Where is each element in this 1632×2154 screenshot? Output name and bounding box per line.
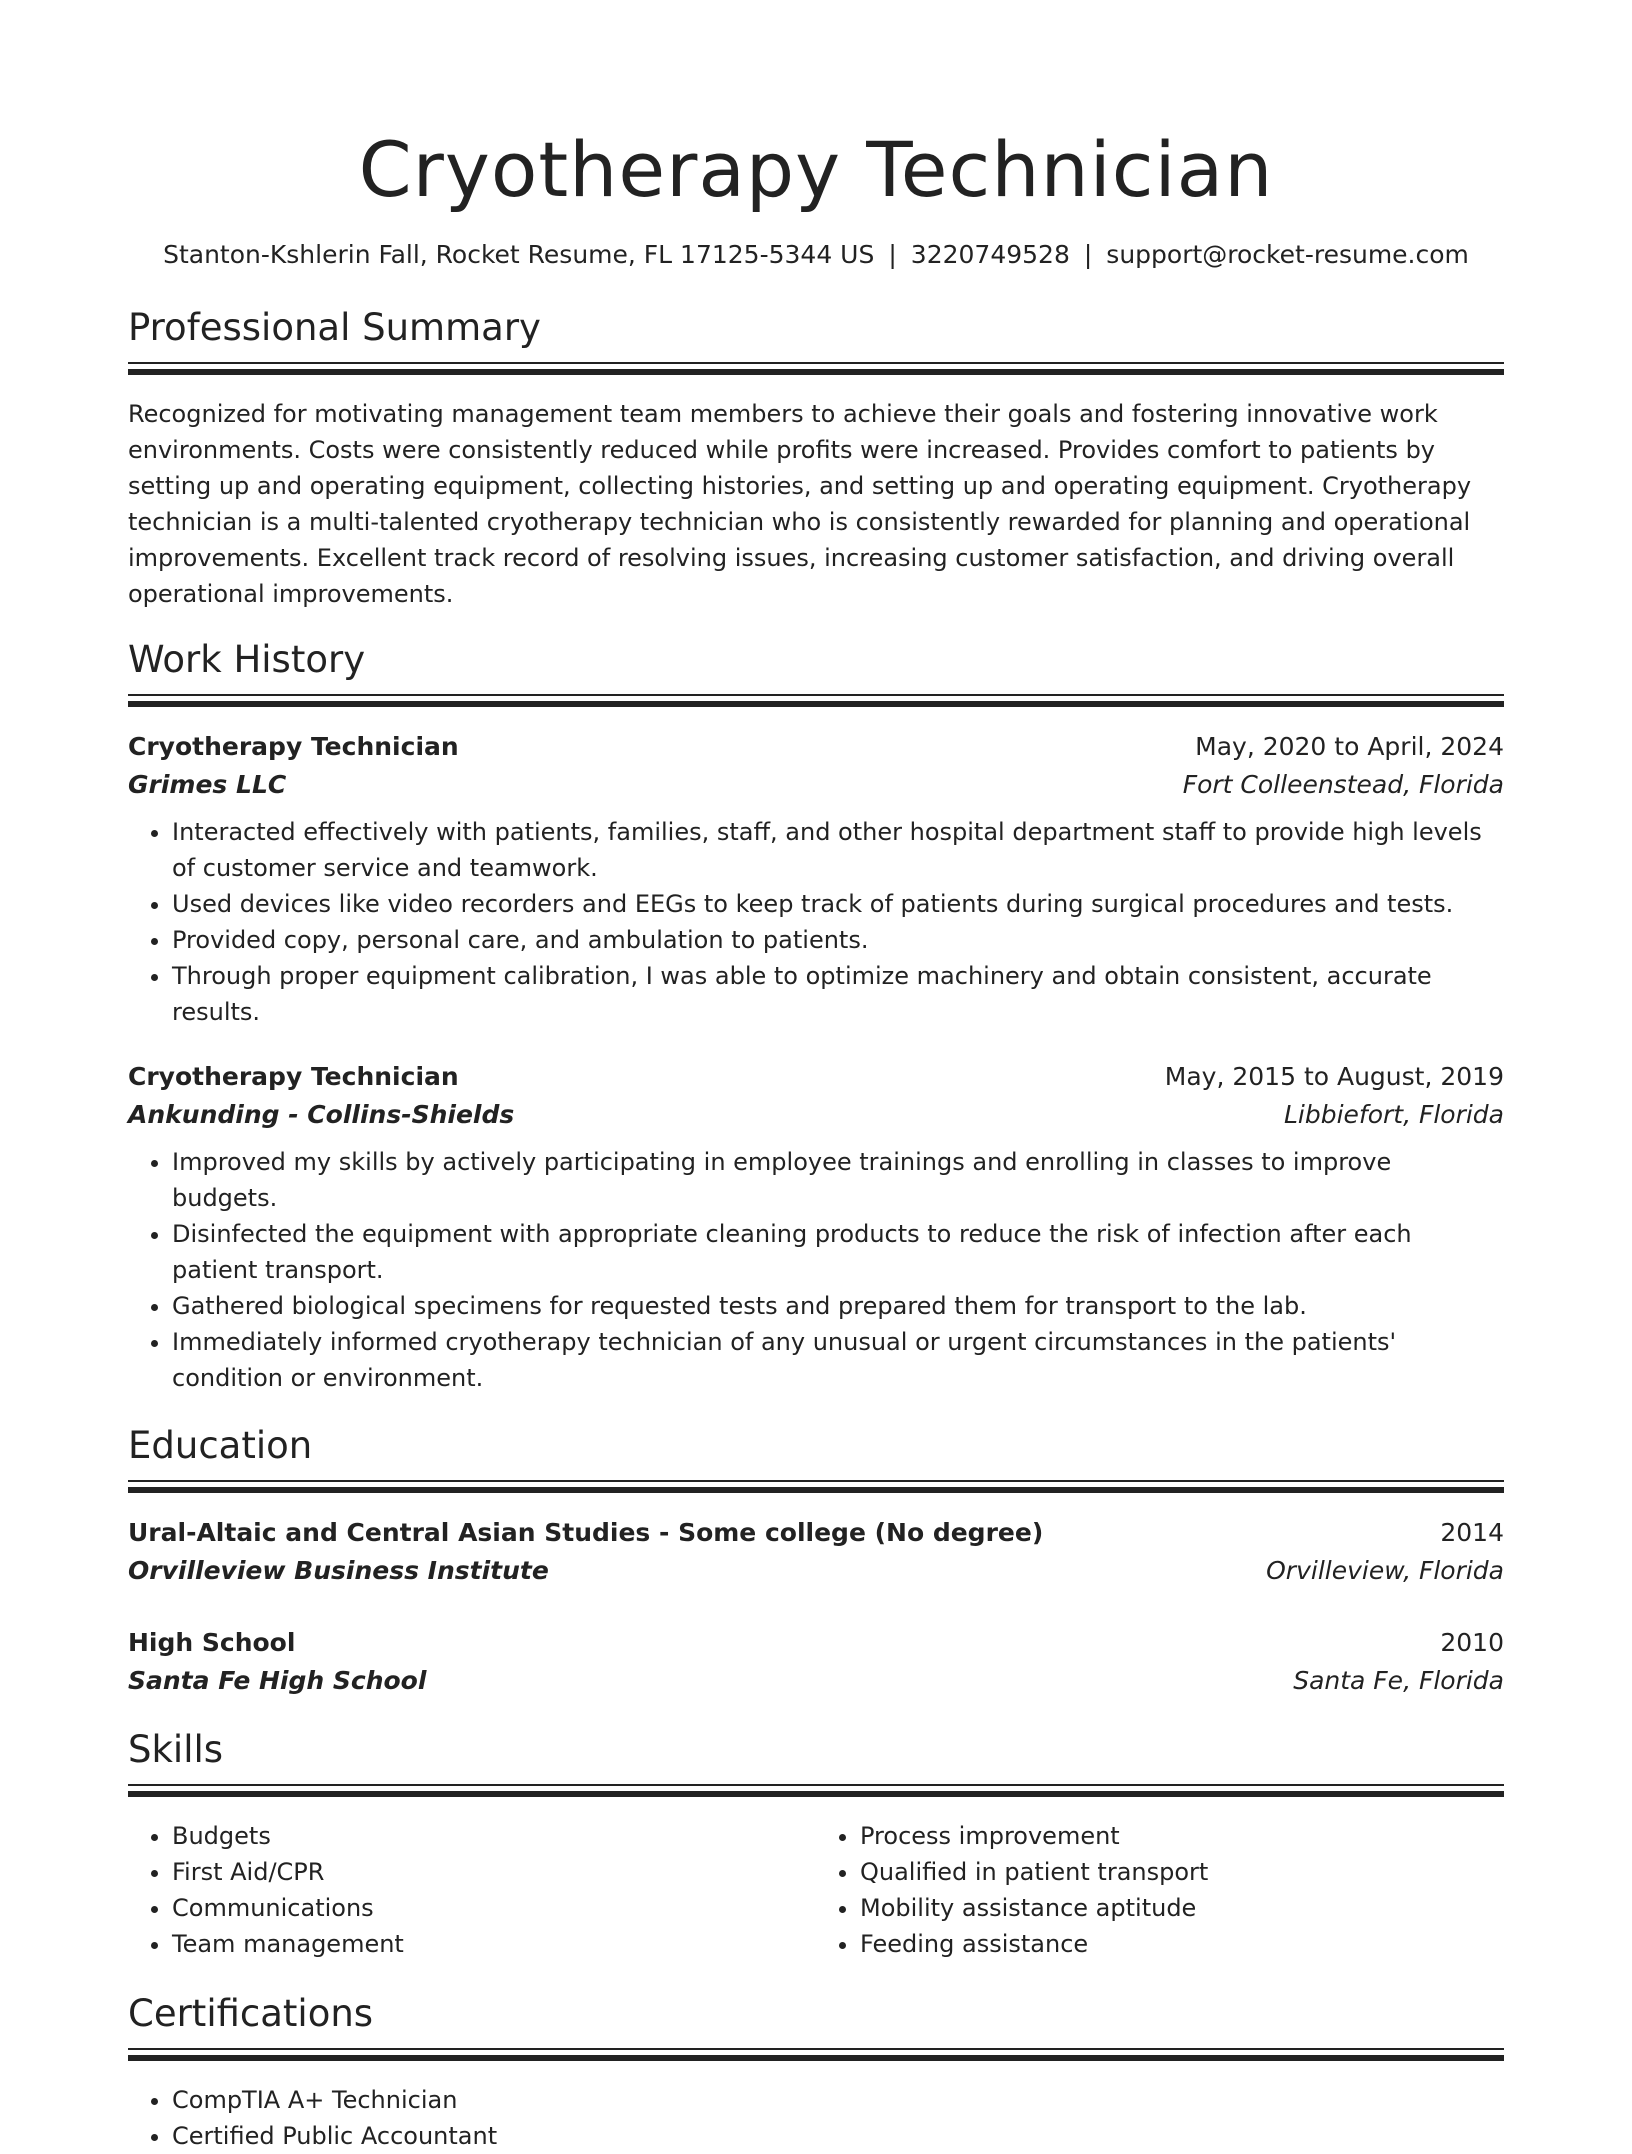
summary-section (128, 302, 1504, 612)
section-divider (128, 2048, 1504, 2068)
contact-separator: | (1083, 240, 1093, 269)
education-school: Santa Fe High School (128, 1666, 427, 1695)
list-item: • Improved my skills by actively participating in employee trainings and enrolling in classes to improve budgets. (172, 1144, 1504, 1216)
summary-text: Recognized for motivating management team members to achieve their goals and fostering innovative work environments. Costs were consistently reduced while profits were increased. Provides comfort to patients by setting up and operating equipment, collecting histories, and setting up and operating equipment. Cryotherapy technician is a multi-talented cryotherapy technician who is consistently rewarded for planning and operational improvements. Excellent track record of resolving issues, increasing customer satisfaction, and driving overall operational improvements. (128, 400, 1472, 608)
skills-section (128, 1724, 1504, 1962)
education-section (128, 1420, 1504, 1700)
certification-item: • Certified Public Accountant (172, 2118, 1504, 2154)
skills-list-right (816, 1818, 1504, 1962)
skill-item: • First Aid/CPR (172, 1854, 816, 1890)
job-entry (128, 1058, 1504, 1396)
certification-item: • CompTIA A+ Technician (172, 2082, 1504, 2118)
skill-item: • Qualified in patient transport (860, 1854, 1504, 1890)
skill-item: • Communications (172, 1890, 816, 1926)
list-item: • Disinfected the equipment with appropriate cleaning products to reduce the risk of infection after each patient transport. (172, 1216, 1504, 1288)
education-entry (128, 1624, 1504, 1700)
skill-item: • Budgets (172, 1818, 816, 1854)
section-title-certifications: Certifications (128, 1992, 374, 2035)
section-title-summary: Professional Summary (128, 306, 541, 349)
section-divider (128, 694, 1504, 714)
education-location: Orvilleview, Florida (1266, 1556, 1504, 1585)
job-company: Grimes LLC (128, 770, 287, 799)
job-location: Libbiefort, Florida (1283, 1100, 1504, 1129)
list-item: • Provided copy, personal care, and ambulation to patients. (172, 922, 1504, 958)
skill-item: • Feeding assistance (860, 1926, 1504, 1962)
education-entry (128, 1514, 1504, 1590)
contact-line (128, 236, 1504, 274)
list-item: • Gathered biological specimens for requested tests and prepared them for transport to the lab. (172, 1288, 1504, 1324)
section-title-education: Education (128, 1424, 313, 1467)
certifications-list (128, 2082, 1504, 2154)
skill-item: • Mobility assistance aptitude (860, 1890, 1504, 1926)
skill-item: • Team management (172, 1926, 816, 1962)
certifications-section (128, 1988, 1504, 2154)
section-divider (128, 1480, 1504, 1500)
education-school: Orvilleview Business Institute (128, 1556, 549, 1585)
education-year: 2010 (1440, 1628, 1504, 1657)
job-title: Cryotherapy Technician (128, 1062, 459, 1091)
education-year: 2014 (1440, 1518, 1504, 1547)
skills-list-left (128, 1818, 816, 1962)
section-divider (128, 362, 1504, 382)
job-title: Cryotherapy Technician (128, 732, 459, 761)
education-degree: Ural-Altaic and Central Asian Studies - Some college (No degree) (128, 1518, 1044, 1547)
skills-columns (128, 1818, 1504, 1962)
section-title-work: Work History (128, 638, 366, 681)
skill-item: • Process improvement (860, 1818, 1504, 1854)
job-bullets (128, 1144, 1504, 1396)
resume-name: Cryotherapy Technician (358, 125, 1274, 214)
contact-separator: | (888, 240, 897, 269)
contact-email: support@rocket-resume.com (1106, 240, 1469, 269)
section-divider (128, 1784, 1504, 1804)
contact-phone: 3220749528 (910, 240, 1070, 269)
job-company: Ankunding - Collins-Shields (128, 1100, 515, 1129)
job-bullets (128, 814, 1504, 1030)
education-location: Santa Fe, Florida (1293, 1666, 1504, 1695)
job-entry (128, 728, 1504, 1030)
work-section (128, 634, 1504, 1396)
job-dates: May, 2015 to August, 2019 (1164, 1062, 1504, 1091)
contact-address: Stanton-Kshlerin Fall, Rocket Resume, FL 17125-5344 US (163, 240, 875, 269)
job-location: Fort Colleenstead, Florida (1182, 770, 1504, 799)
list-item: • Interacted effectively with patients, families, staff, and other hospital department staff to provide high levels of customer service and teamwork. (172, 814, 1504, 886)
list-item: • Immediately informed cryotherapy technician of any unusual or urgent circumstances in the patients' condition or environment. (172, 1324, 1504, 1396)
list-item: • Used devices like video recorders and EEGs to keep track of patients during surgical procedures and tests. (172, 886, 1504, 922)
job-dates: May, 2020 to April, 2024 (1195, 732, 1504, 761)
section-title-skills: Skills (128, 1728, 224, 1771)
education-degree: High School (128, 1628, 296, 1657)
list-item: • Through proper equipment calibration, I was able to optimize machinery and obtain consistent, accurate results. (172, 958, 1504, 1030)
